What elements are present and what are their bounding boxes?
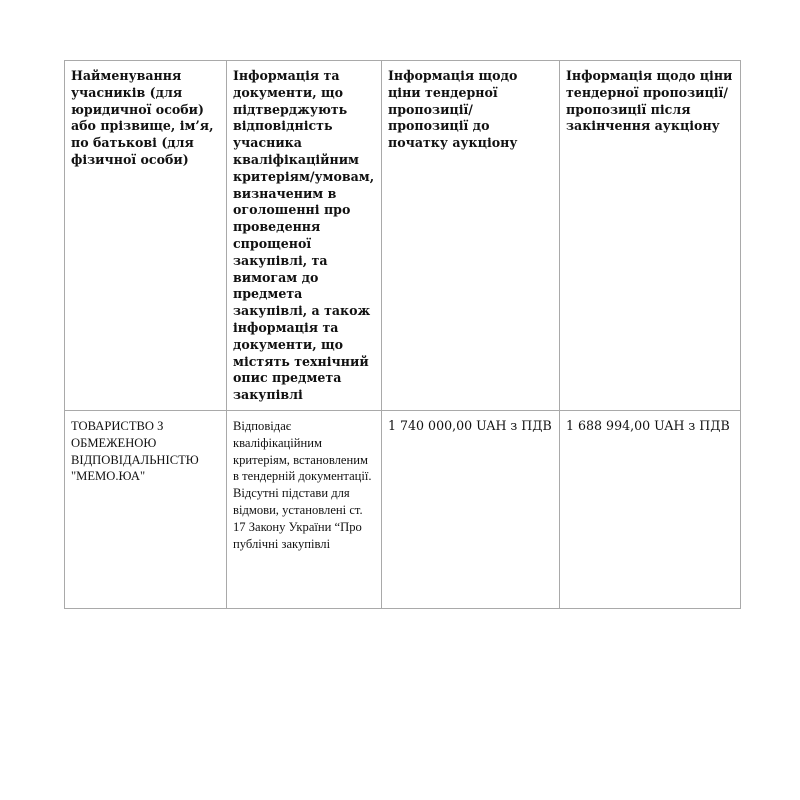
header-price-after [560,61,741,411]
header-participant-text: Найменування учасників (для юридичної особи) або прізвище, ім’я, по батькові (для фізичної особи) [71,68,214,167]
header-qualification [227,61,382,411]
header-participant [65,61,227,411]
participant-name: ТОВАРИСТВО З ОБМЕЖЕНОЮ ВІДПОВІДАЛЬНІСТЮ "МЕМО.ЮА" [71,419,199,484]
header-price-before-text: Інформація щодо ціни тендерної пропозиції/пропозиції до початку аукціону [388,68,518,151]
table-header-row [65,61,741,411]
cell-price-after [560,411,741,609]
header-price-after-text: Інформація щодо ціни тендерної пропозиції/пропозиції після закінчення аукціону [566,68,733,134]
header-qualification-text: Інформація та документи, що підтверджують відповідність учасника кваліфікаційним критеріям/умовам, визначеним в оголошенні про проведення спрощеної закупівлі, та вимогам до предмета закупівлі, а також інформація та документи, що містять технічний опис предмета закупівлі [233,68,375,403]
qualification-info: Відповідає кваліфікаційним критеріям, встановленим в тендерній документації. Відсутні підстави для відмови, установлені ст. 17 Закону України “Про публічні закупівлі [233,419,372,551]
price-after-value: 1 688 994,00 UAH з ПДВ [566,418,730,433]
header-price-before [382,61,560,411]
cell-price-before [382,411,560,609]
price-before-value: 1 740 000,00 UAH з ПДВ [388,418,552,433]
cell-qualification [227,411,382,609]
cell-participant [65,411,227,609]
results-table [64,60,741,609]
table-row [65,411,741,609]
